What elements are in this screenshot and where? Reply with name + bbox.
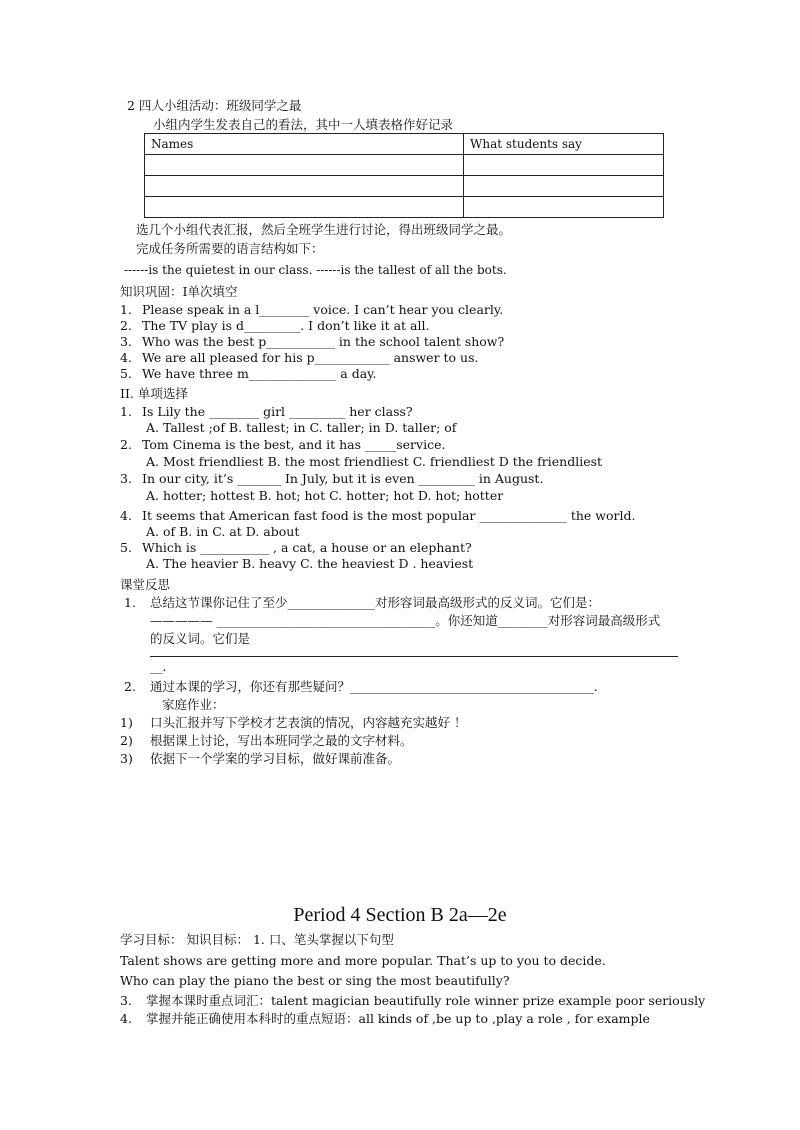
section-instruction: 小组内学生发表自己的看法，其中一人填表格作好记录 [153,117,454,132]
table-header-row [145,134,664,155]
item-number: 1. [124,595,136,610]
table-cell[interactable] [145,197,464,218]
item-text: 掌握并能正确使用本科时的重点短语：all kinds of ,be up to ,play a role , for example [146,1011,650,1026]
item-number: 3. [120,334,132,349]
question-text: It seems that American fast food is the most popular ______________ the world. [142,508,636,523]
list-item [120,334,504,350]
homework-item [120,733,413,749]
question [120,471,543,487]
learning-goals: 学习目标： 知识目标： 1. 口、笔头掌握以下句型 [120,932,394,947]
table-cell[interactable] [145,155,464,176]
reflection-line: 的反义词。它们是 [150,631,251,646]
question-number: 1. [120,404,132,419]
item-text: 总结这节课你记住了至少______________对形容词最高级形式的反义词。它们是： [150,595,601,610]
item-number: 1. [120,302,132,317]
target-sentence: Talent shows are getting more and more popular. That’s up to you to decide. [120,953,606,968]
answer-options: A. hotter; hottest B. hot; hot C. hotter; hot D. hot; hotter [146,488,504,503]
question-number: 4. [120,508,132,523]
structure-example: ------is the quietest in our class. ------is the tallest of all the bots. [124,263,507,277]
item-text: 口头汇报并写下学校才艺表演的情况，内容越充实越好 ！ [150,715,467,730]
item-number: 2) [120,733,133,748]
homework-item [120,751,400,767]
item-text: Who was the best p___________ in the school talent show? [142,334,505,349]
record-table [144,133,664,218]
question [120,508,635,524]
period-title: Period 4 Section B 2a—2e [293,904,507,926]
item-number: 1) [120,715,133,730]
item-number: 4. [120,1011,132,1026]
question-number: 3. [120,471,132,486]
item-number: 3) [120,751,133,766]
item-text: The TV play is d_________. I don’t like it at all. [142,318,430,333]
table-cell[interactable] [464,197,664,218]
answer-options: A. Tallest ;of B. tallest; in C. taller; in D. taller; of [146,420,457,435]
answer-line [150,656,678,657]
target-sentence: Who can play the piano the best or sing the most beautifully? [120,973,510,988]
item-text: Please speak in a l________ voice. I can’t hear you clearly. [142,302,504,317]
question-text: In our city, it’s _______ In July, but it is even _________ in August. [142,471,544,486]
table-row [145,197,664,218]
goal-item [120,1011,650,1027]
table-header-names: Names [145,134,464,155]
question-text: Which is ___________ , a cat, a house or an elephant? [142,540,472,555]
table-row [145,176,664,197]
reflection-item [124,595,600,611]
reflection-line: ————— ___________________________________。你还知道________对形容词最高级形式 [150,613,661,628]
item-number: 3. [120,993,132,1008]
structure-intro: 完成任务所需要的语言结构如下： [136,241,324,256]
list-item [120,350,479,366]
item-text: 通过本课的学习，你还有那些疑问？_______________________________________. [150,679,598,694]
table-row [145,155,664,176]
list-item [120,318,429,334]
question-text: Tom Cinema is the best, and it has _____service. [142,437,446,452]
homework-heading: 家庭作业： [162,697,225,712]
question [120,404,413,420]
item-number: 4. [120,350,132,365]
reflection-heading: 课堂反思 [120,577,171,592]
table-cell[interactable] [464,155,664,176]
item-text: 根据课上讨论，写出本班同学之最的文字材料。 [150,733,413,748]
question [120,540,472,556]
question [120,437,445,453]
report-instruction: 选几个小组代表汇报，然后全班学生进行讨论，得出班级同学之最。 [136,222,512,237]
homework-item [120,715,466,731]
item-number: 2. [120,318,132,333]
answer-options: A. of B. in C. at D. about [146,524,300,539]
table-header-what-students-say: What students say [464,134,664,155]
item-number: 2. [124,679,136,694]
table-cell[interactable] [464,176,664,197]
item-text: We are all pleased for his p____________ answer to us. [142,350,479,365]
question-text: Is Lily the ________ girl _________ her class? [142,404,413,419]
item-number: 5. [120,366,132,381]
consolidation-heading: 知识巩固：I单次填空 [120,284,238,299]
table-cell[interactable] [145,176,464,197]
reflection-line: __. [150,659,167,674]
question-number: 2. [120,437,132,452]
choice-heading: II. 单项选择 [120,386,188,401]
item-text: We have three m______________ a day. [142,366,377,381]
list-item [120,366,377,382]
section-heading: 2 四人小组活动：班级同学之最 [127,98,302,113]
answer-options: A. Most friendliest B. the most friendliest C. friendliest D the friendliest [146,454,603,469]
list-item [120,302,503,318]
item-text: 掌握本课时重点词汇：talent magician beautifully role winner prize example poor seriously [146,993,706,1008]
reflection-item [124,679,598,695]
question-number: 5. [120,540,132,555]
answer-options: A. The heavier B. heavy C. the heaviest D . heaviest [146,556,474,571]
item-text: 依据下一个学案的学习目标，做好课前准备。 [150,751,401,766]
goal-item [120,993,705,1009]
